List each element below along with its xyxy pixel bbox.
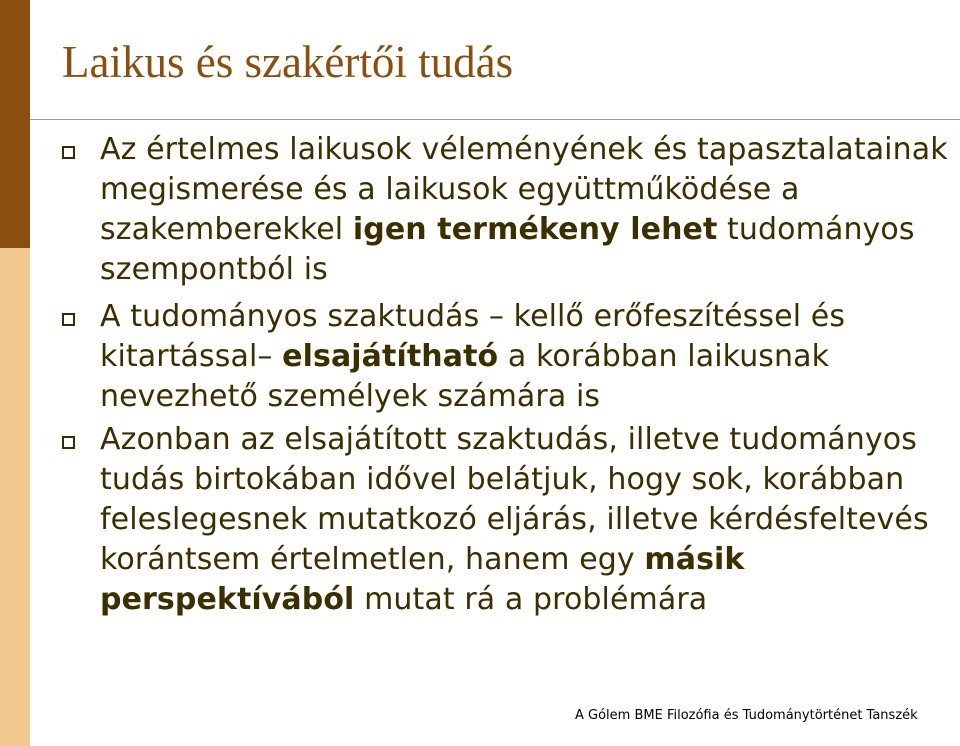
bullet-3-part-1: Azonban az elsajátított szaktudás, illetve tudományos tudás birtokában idővel belátjuk, hogy sok, korábban feleslegesnek mutatkozó eljárás, illetve kérdésfeltevés korántsem értelmetlen, hanem egy	[100, 422, 929, 577]
bullet-text-1	[100, 130, 960, 290]
bullet-square-icon	[62, 436, 75, 449]
bullet-square-icon	[62, 313, 75, 326]
bullet-square-icon	[62, 146, 75, 159]
bullet-3-part-3: mutat rá a problémára	[354, 582, 708, 617]
sidebar-accent-light	[0, 248, 30, 746]
bullet-1-part-3: tudományos szempontból is	[100, 212, 915, 287]
bullet-text-2	[100, 297, 960, 417]
bullet-3-emphasis: másik perspektívából	[100, 542, 745, 617]
bullet-2-part-1: A tudományos szaktudás – kellő erőfeszítéssel és kitartással–	[100, 299, 846, 374]
bullet-text-3	[100, 420, 960, 620]
bullet-2-emphasis: elsajátítható	[282, 339, 499, 374]
bullet-2-part-3: a korábban laikusnak nevezhető személyek számára is	[100, 339, 830, 414]
bullet-1-part-1: Az értelmes laikusok véleményének és tapasztalatainak megismerése és a laikusok együttműködése a szakemberekkel	[100, 132, 948, 247]
bullet-1-emphasis: igen termékeny lehet	[352, 212, 718, 247]
title-divider	[30, 119, 960, 120]
slide-footer: A Gólem BME Filozófia és Tudománytörténet Tanszék	[575, 708, 918, 723]
sidebar-accent-dark	[0, 0, 30, 248]
slide-title: Laikus és szakértői tudás	[62, 37, 514, 87]
